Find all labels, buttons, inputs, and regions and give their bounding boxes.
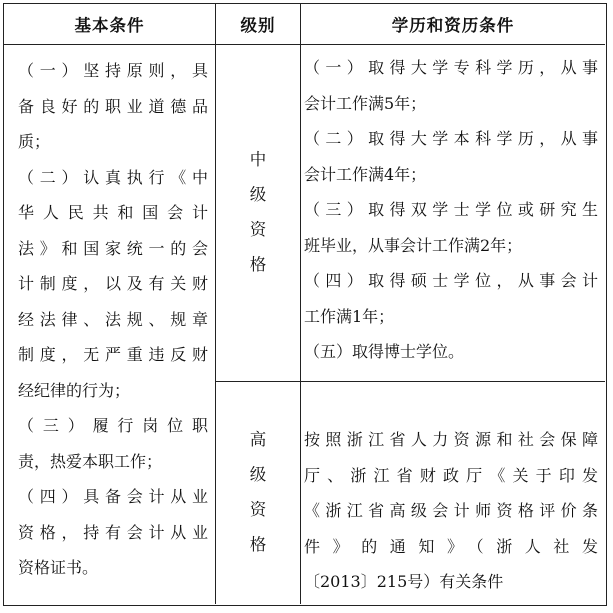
basic-line: （二）认真执行《中 xyxy=(18,167,208,187)
basic-line: （一）坚持原则，具 xyxy=(18,61,208,80)
mid-level-conditions xyxy=(304,50,598,370)
basic-line: （四）具备会计从业 xyxy=(18,487,208,506)
mid-line: （四）取得硕士学位，从事会计 xyxy=(304,271,598,290)
header-education-experience: 学历和资历条件 xyxy=(391,16,515,35)
level-mid-char: 格 xyxy=(249,255,267,274)
basic-line: 备良好的职业道德品 xyxy=(18,96,208,116)
mid-line: （三）取得双学士学位或研究生 xyxy=(304,200,598,219)
level-mid-char: 级 xyxy=(249,185,267,204)
basic-conditions-text xyxy=(18,53,208,586)
high-line: 厅、浙江省财政厅《关于印发 xyxy=(304,465,598,485)
mid-line: 班毕业，从事会计工作满2年； xyxy=(304,235,523,255)
level-high-char: 资 xyxy=(249,500,267,519)
basic-line: （三）履行岗位职 xyxy=(18,416,208,435)
basic-line: 资格证书。 xyxy=(18,558,99,577)
level-high-char: 级 xyxy=(249,465,267,484)
mid-line: （一）取得大学专科学历，从事 xyxy=(304,58,598,77)
header-basic-conditions: 基本条件 xyxy=(74,16,145,35)
header-divider xyxy=(4,44,605,45)
level-mid-char: 资 xyxy=(249,220,267,239)
mid-line: 工作满1年； xyxy=(304,306,395,326)
high-line: 件》的通知》（浙人社发 xyxy=(304,536,598,556)
level-high-char: 高 xyxy=(249,430,267,449)
basic-line: 资格，持有会计从业 xyxy=(18,522,208,542)
basic-line: 经法律、法规、规章 xyxy=(18,309,208,329)
basic-line: 责，热爱本职工作； xyxy=(18,451,163,471)
level-mid-char: 中 xyxy=(249,150,267,169)
basic-line: 经纪律的行为； xyxy=(18,380,131,400)
high-level-conditions xyxy=(304,422,598,600)
basic-line: 法》和国家统一的会 xyxy=(18,238,208,258)
level-high xyxy=(216,422,300,562)
high-line: 《浙江省高级会计师资格评价条 xyxy=(304,501,598,520)
high-line: 〔2013〕215号）有关条件 xyxy=(304,572,504,591)
basic-line: 制度，无严重违反财 xyxy=(18,345,208,364)
mid-line: 会计工作满4年； xyxy=(304,164,427,184)
basic-line: 华人民共和国会计 xyxy=(18,203,208,222)
mid-line: （五）取得博士学位。 xyxy=(304,342,465,361)
basic-line: 质； xyxy=(18,132,51,151)
level-high-char: 格 xyxy=(249,535,267,554)
basic-line: 计制度，以及有关财 xyxy=(18,274,208,293)
header-level: 级别 xyxy=(240,16,276,35)
mid-line: 会计工作满5年； xyxy=(304,93,427,113)
column-divider-2 xyxy=(300,4,301,604)
high-line: 按照浙江省人力资源和社会保障 xyxy=(304,430,598,449)
mid-line: （二）取得大学本科学历，从事 xyxy=(304,129,598,148)
row-divider-mid-high xyxy=(215,381,605,382)
level-mid xyxy=(216,142,300,282)
qualification-table xyxy=(3,3,607,606)
